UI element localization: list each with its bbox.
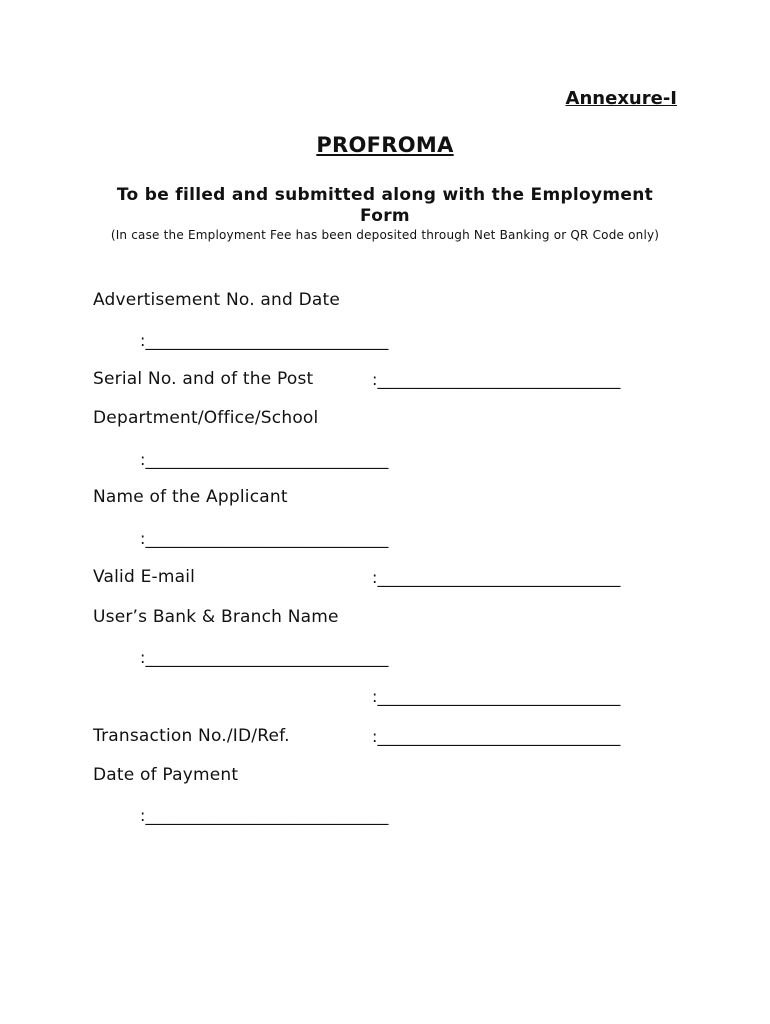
form-note: (In case the Employment Fee has been deposited through Net Banking or QR Code only) <box>110 228 660 242</box>
transaction-blank: :______________________________ <box>372 727 621 746</box>
email-blank: :______________________________ <box>372 568 621 587</box>
payment-date-label: Date of Payment <box>93 765 239 785</box>
advertisement-label: Advertisement No. and Date <box>93 290 341 310</box>
bank-blank-2: :______________________________ <box>372 687 621 706</box>
transaction-label: Transaction No./ID/Ref. <box>93 726 290 746</box>
bank-blank: :______________________________ <box>140 648 389 667</box>
department-label: Department/Office/School <box>93 408 319 428</box>
bank-label: User’s Bank & Branch Name <box>93 607 339 627</box>
email-label: Valid E-mail <box>93 567 196 587</box>
annexure-heading: Annexure-I <box>565 88 677 109</box>
serial-blank: :______________________________ <box>372 370 621 389</box>
form-subtitle: To be filled and submitted along with the Employment Form <box>116 185 654 226</box>
applicant-label: Name of the Applicant <box>93 487 288 507</box>
serial-label: Serial No. and of the Post <box>93 369 314 389</box>
department-blank: :______________________________ <box>140 450 389 469</box>
advertisement-blank: :______________________________ <box>140 331 389 350</box>
applicant-blank: :______________________________ <box>140 529 389 548</box>
page-title: PROFROMA <box>316 133 454 157</box>
payment-date-blank: :______________________________ <box>140 806 389 825</box>
